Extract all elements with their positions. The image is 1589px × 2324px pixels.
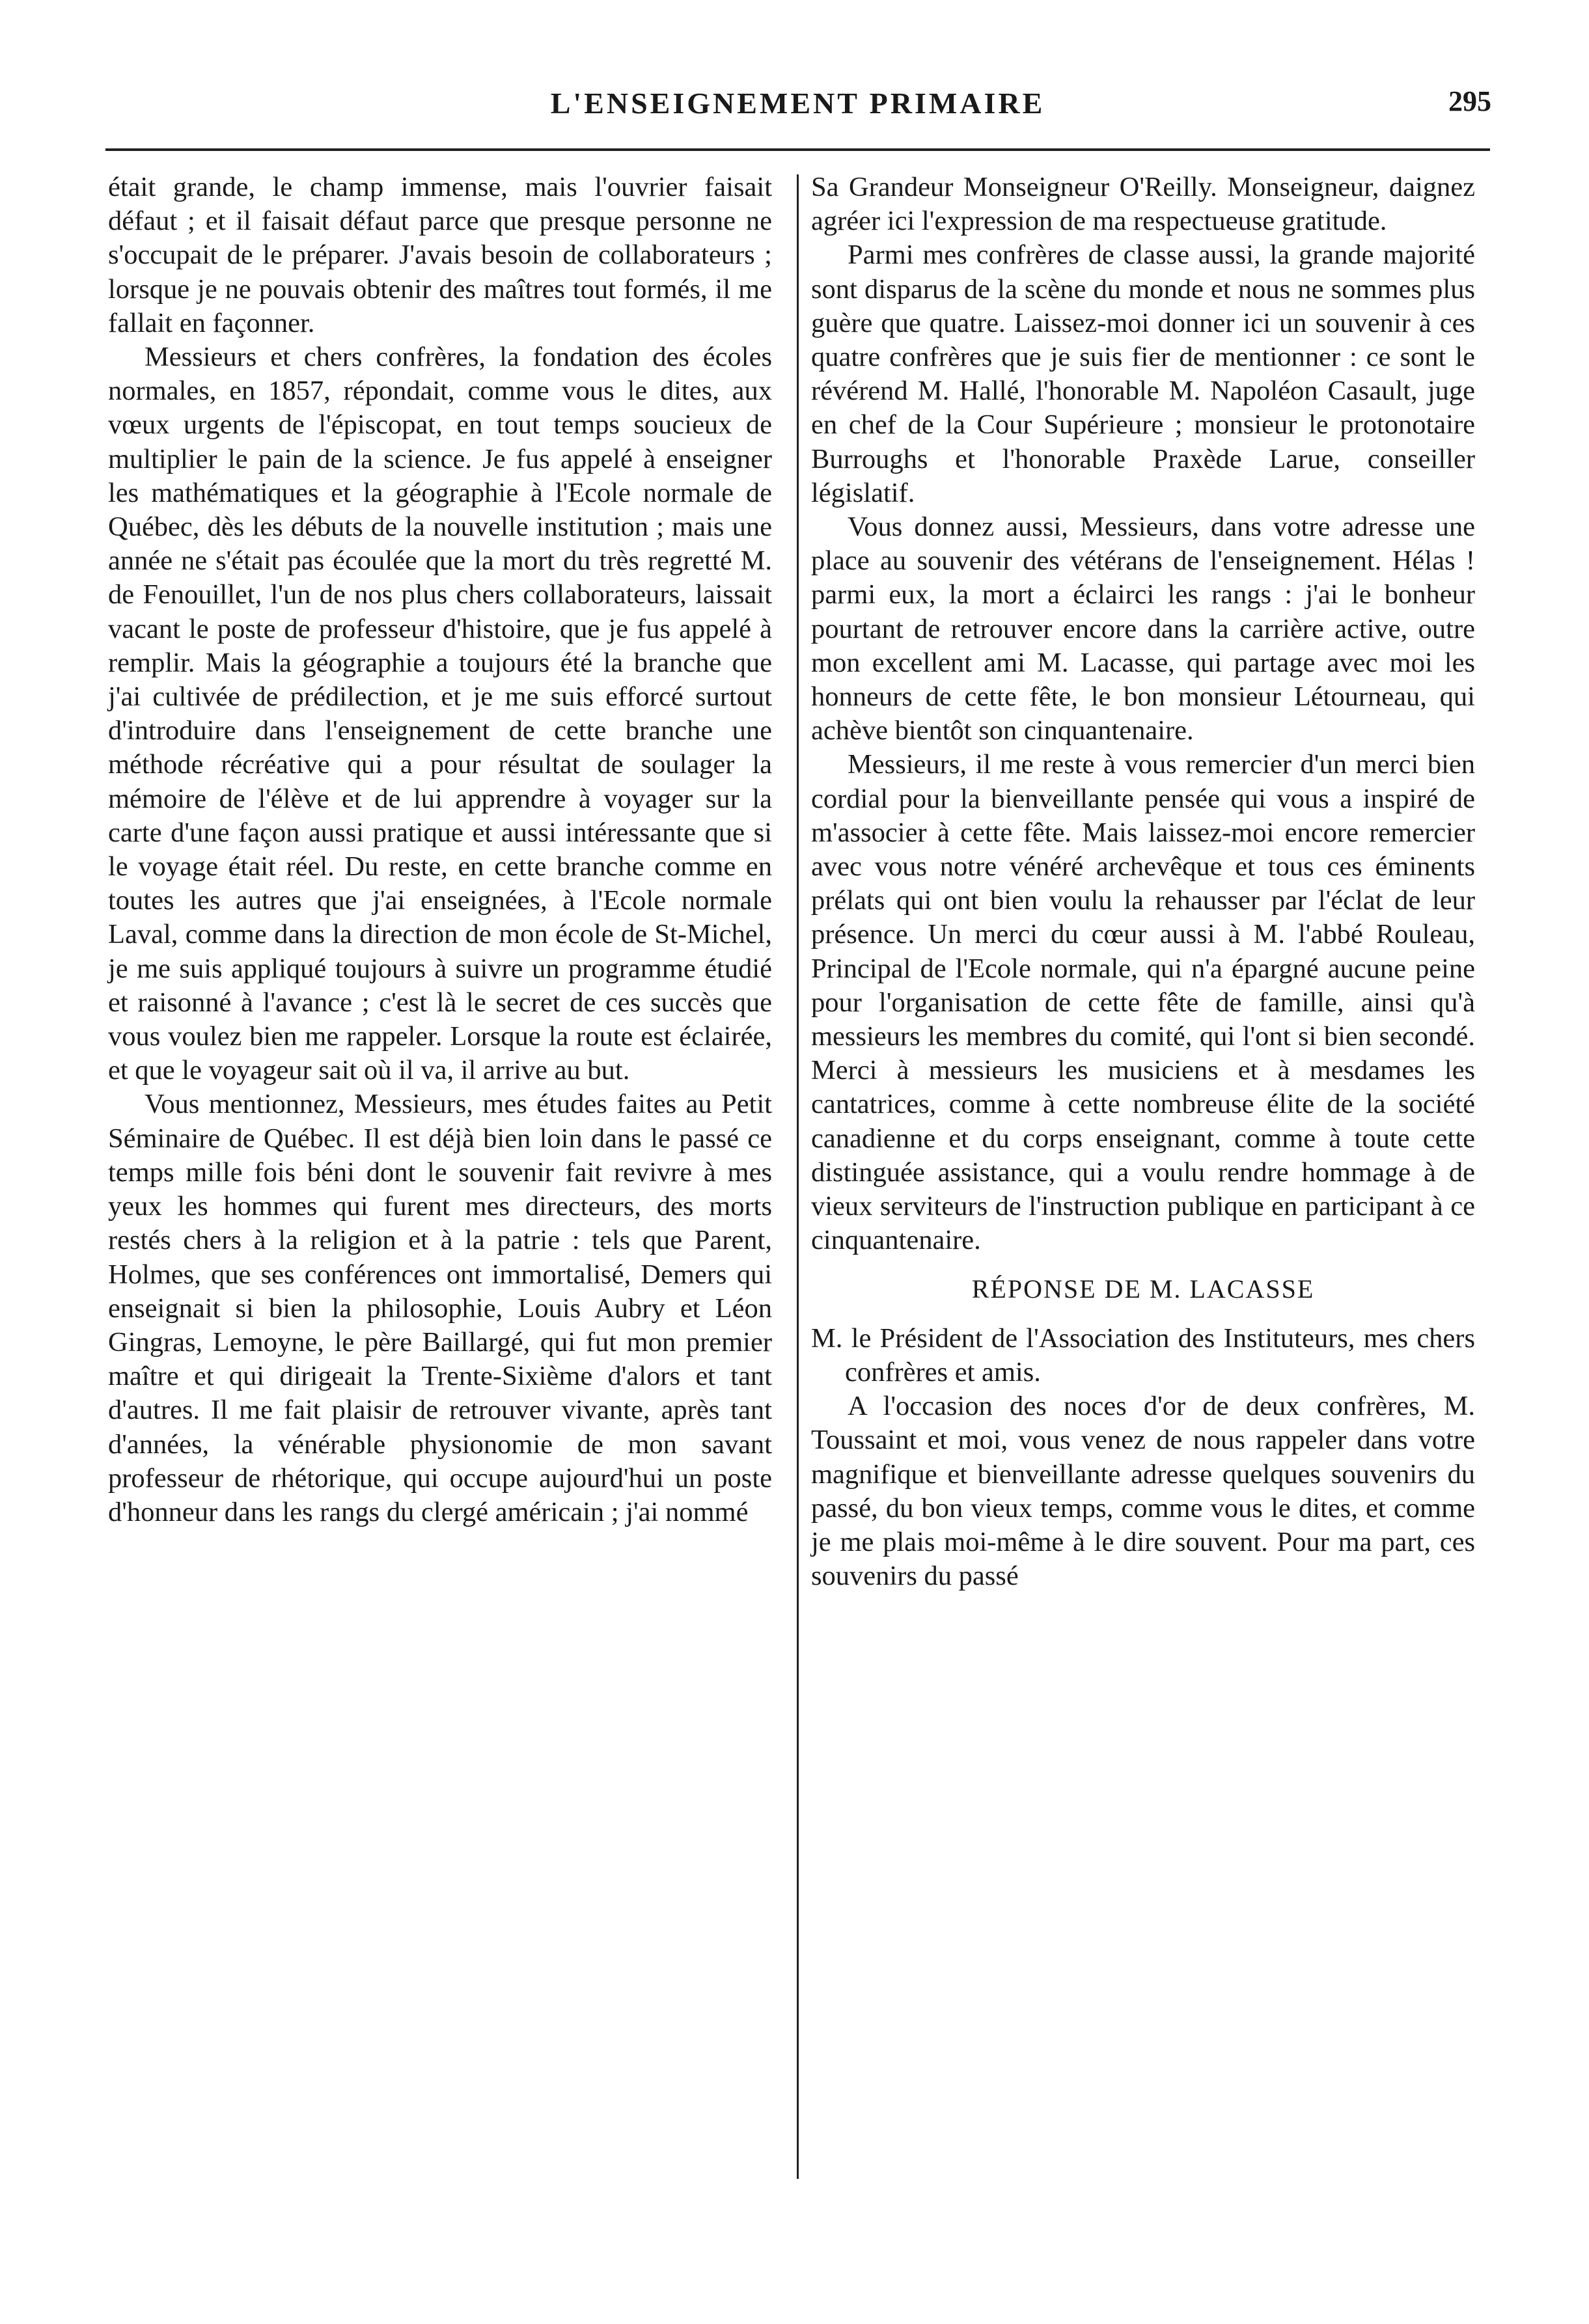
right-column [811,171,1475,1593]
header-rule [105,148,1490,151]
running-title: L'ENSEIGNEMENT PRIMAIRE [550,86,1045,120]
paragraph: Vous mentionnez, Messieurs, mes études faites au Petit Séminaire de Québec. Il est déjà bien loin dans le passé ce temps mille fois béni dont le souvenir fait revivre à mes yeux les hommes qui furent mes directeurs, des morts restés chers à la religion et à la patrie : tels que Parent, Holmes, que ses conférences ont immortalisé, Demers qui enseignait si bien la philosophie, Louis Aubry et Léon Gingras, Lemoyne, le père Baillargé, qui fut mon premier maître et qui dirigeait la Trente-Sixième d'alors et tant d'autres. Il me fait plaisir de retrouver vivante, après tant d'années, la vénérable physionomie de mon savant professeur de rhétorique, qui occupe aujourd'hui un poste d'honneur dans les rangs du clergé américain ; j'ai nommé [108,1089,772,1527]
section-heading: RÉPONSE DE M. LACASSE [971,1274,1315,1304]
paragraph: A l'occasion des noces d'or de deux confrères, M. Toussaint et moi, vous venez de nous rappeler dans votre magnifique et bienveillante adresse quelques souvenirs du passé, du bon vieux temps, comme vous le dites, et comme je me plais moi-même à le dire souvent. Pour ma part, ces souvenirs du passé [811,1391,1475,1592]
salutation: M. le Président de l'Association des Instituteurs, mes chers confrères et amis. [811,1322,1475,1388]
paragraph: était grande, le champ immense, mais l'ouvrier faisait défaut ; et il faisait défaut parce que presque personne ne s'occupait de le préparer. J'avais besoin de collaborateurs ; lorsque je ne pouvais obtenir des maîtres tout formés, il me fallait en façonner. [108,172,772,338]
column-divider [797,174,799,2179]
left-column [108,171,772,1529]
page-number: 295 [1448,85,1491,117]
paragraph: Messieurs et chers confrères, la fondation des écoles normales, en 1857, répondait, comme vous le dites, aux vœux urgents de l'épiscopat, en tout temps soucieux de multiplier le pain de la science. Je fus appelé à enseigner les mathématiques et la géographie à l'Ecole normale de Québec, dès les débuts de la nouvelle institution ; mais une année ne s'était pas écoulée que la mort du très regretté M. de Fenouillet, l'un de nos plus chers collaborateurs, laissait vacant le poste de professeur d'histoire, que je fus appelé à remplir. Mais la géographie a toujours été la branche que j'ai cultivée de prédilection, et je me suis efforcé surtout d'introduire dans l'enseignement de cette branche une méthode récréative qui a pour résultat de soulager la mémoire de l'élève et de lui apprendre à voyager sur la carte d'une façon aussi pratique et aussi intéressante que si le voyage était réel. Du reste, en cette branche comme en toutes les autres que j'ai enseignées, à l'Ecole normale Laval, comme dans la direction de mon école de St-Michel, je me suis appliqué toujours à suivre un programme étudié et raisonné à l'avance ; c'est là le secret de ces succès que vous voulez bien me rappeler. Lorsque la route est éclairée, et que le voyageur sait où il va, il arrive au but. [108,342,772,1086]
paragraph: Parmi mes confrères de classe aussi, la grande majorité sont disparus de la scène du monde et nous ne sommes plus guère que quatre. Laissez-moi donner ici un souvenir à ces quatre confrères que je suis fier de mentionner : ce sont le révérend M. Hallé, l'honorable M. Napoléon Casault, juge en chef de la Cour Supérieure ; monsieur le protonotaire Burroughs et l'honorable Praxède Larue, conseiller législatif. [811,239,1475,508]
paragraph: Sa Grandeur Monseigneur O'Reilly. Monseigneur, daignez agréer ici l'expression de ma respectueuse gratitude. [811,172,1475,237]
running-header [104,77,1491,129]
paragraph: Vous donnez aussi, Messieurs, dans votre adresse une place au souvenir des vétérans de l'enseignement. Hélas ! parmi eux, la mort a éclairci les rangs : j'ai le bonheur pourtant de retrouver encore dans la carrière active, outre mon excellent ami M. Lacasse, qui partage avec moi les honneurs de cette fête, le bon monsieur Létourneau, qui achève bientôt son cinquantenaire. [811,512,1475,746]
paragraph: Messieurs, il me reste à vous remercier d'un merci bien cordial pour la bienveillante pensée qui vous a inspiré de m'associer à cette fête. Mais laissez-moi encore remercier avec vous notre vénéré archevêque et tous ces éminents prélats qui ont bien voulu la rehausser par l'éclat de leur présence. Un merci du cœur aussi à M. l'abbé Rouleau, Principal de l'Ecole normale, qui n'a épargné aucune peine pour l'organisation de cette fête de famille, ainsi qu'à messieurs les membres du comité, qui l'ont si bien secondé. Merci à messieurs les musiciens et à mesdames les cantatrices, comme à cette nombreuse élite de la société canadienne et du corps enseignant, comme à toute cette distinguée assistance, qui a voulu rendre hommage à de vieux serviteurs de l'instruction publique en participant à ce cinquantenaire. [811,749,1475,1256]
